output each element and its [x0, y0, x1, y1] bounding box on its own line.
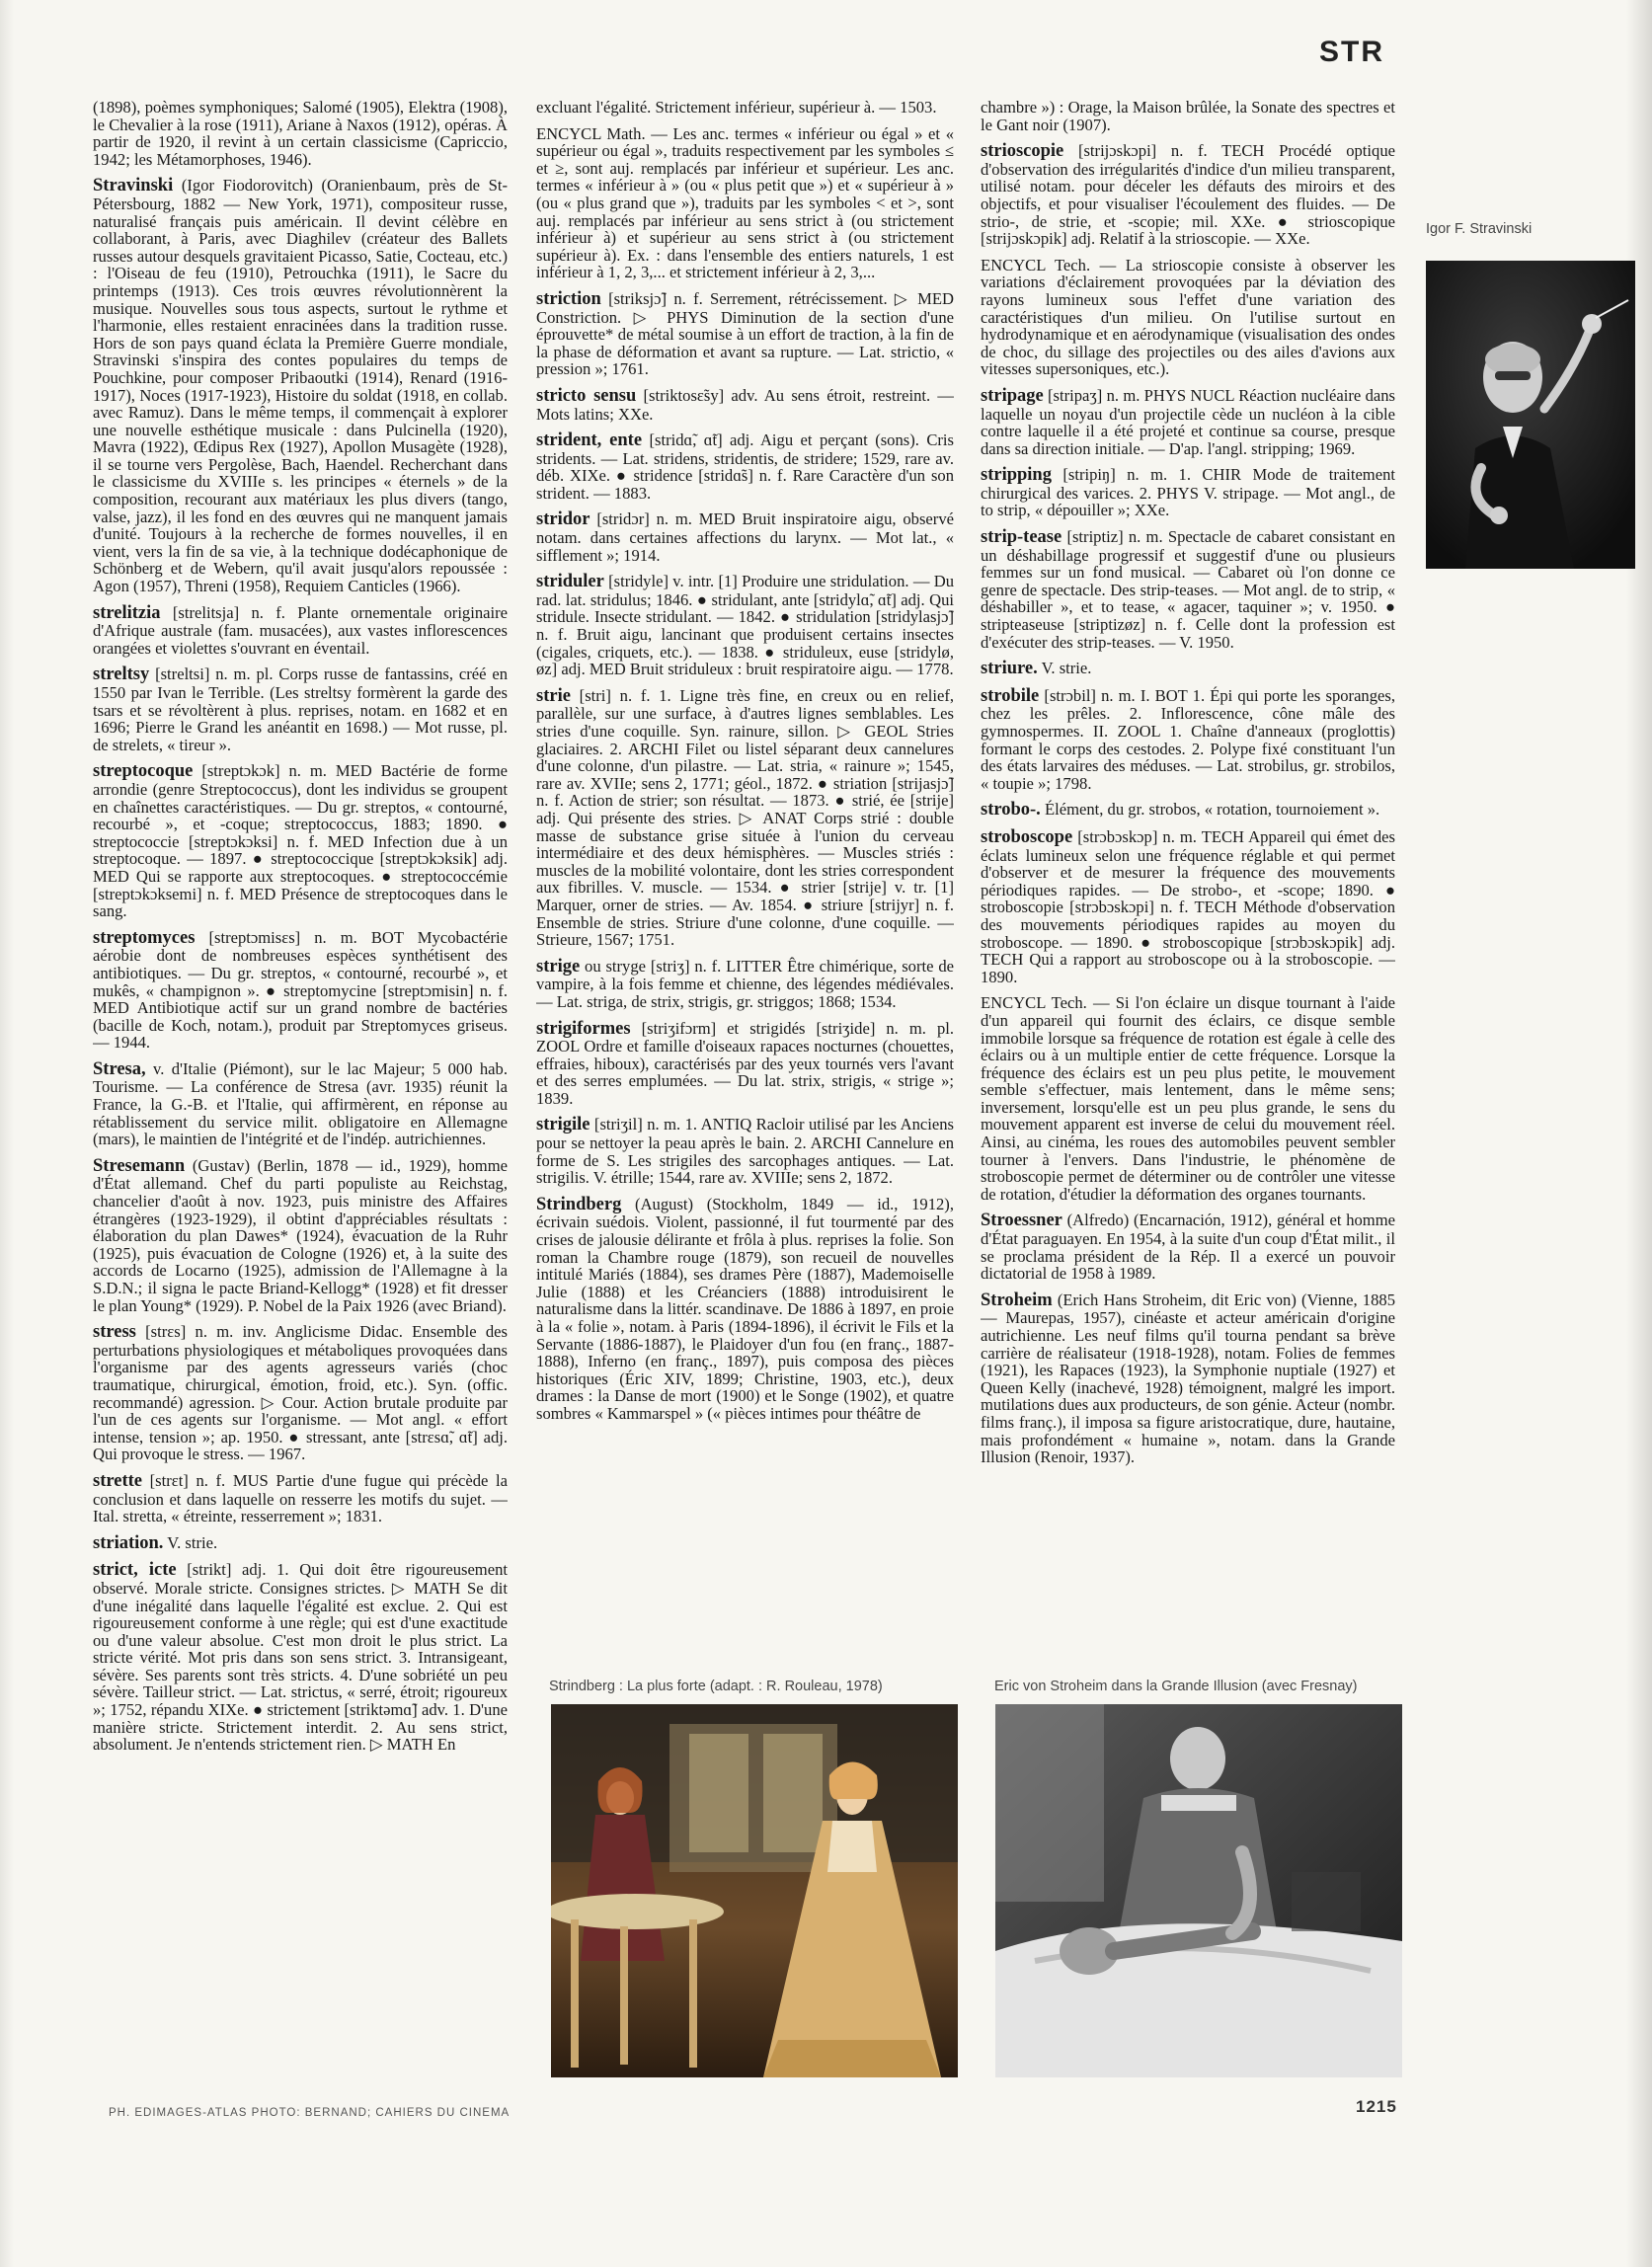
strindberg-photo-art	[551, 1704, 958, 2077]
dictionary-entry	[981, 387, 1395, 457]
entry-definition: [striktosɛ̃sy] adv. Au sens étroit, restreint. — Mots latins; XXe.	[536, 385, 954, 424]
entry-definition: ENCYCL Tech. — Si l'on éclaire un disque tournant à l'aide d'un appareil qui fournit des éclairs, ce disque semble immobile lorsque sa fréquence de rotation est égale à celle des éclairs ou à un multiple entier de cette fréquence. Lorsque la fréquence des éclairs est un peu plus petite, le mouvement semble s'effectuer, mais lentement, dans le même sens; inversement, lorsqu'elle est un peu plus grande, le sens du mouvement apparent est inverse de celui du mouvement réel. Ainsi, au cinéma, les roues des automobiles peuvent sembler tourner à l'envers. Dans l'industrie, le phénomène de stroboscopie permet de déterminer ou de contrôler une vitesse de rotation, d'étudier la déformation des organes tournants.	[981, 993, 1395, 1204]
entry-definition: [streptɔmisɛs] n. m. BOT Mycobactérie aérobie dont de nombreuses espèces synthétisent des antibiotiques. — Du gr. streptos, « contourné, recourbé », et mukês, « champignon ». ● streptomycine [streptɔmisin] n. f. MED Antibiotique actif sur un grand nombre de bactéries (bacille de Koch, notam.), produit par Streptomyces griseus. — 1944.	[93, 927, 508, 1053]
entry-headword: striure.	[981, 659, 1038, 679]
dictionary-entry	[93, 1534, 508, 1553]
entry-definition: v. d'Italie (Piémont), sur le lac Majeur; 5 000 hab. Tourisme. — La conférence de Stresa (avr. 1935) réunit la France, la G.-B. et l'Italie, qui affirmèrent, en réponse au rétablissement du service milit. obligatoire en Allemagne (mars), le maintien de l'intégrité et de l'indép. autrichiennes.	[93, 1058, 508, 1149]
dictionary-entry	[981, 1291, 1395, 1466]
stravinski-photo	[1426, 261, 1635, 569]
dictionary-entry	[981, 801, 1395, 820]
entry-headword: streptocoque	[93, 761, 194, 782]
entry-headword: strident, ente	[536, 430, 643, 451]
dictionary-entry	[93, 1561, 508, 1754]
dictionary-entry	[981, 994, 1395, 1203]
entry-headword: strioscopie	[981, 141, 1064, 162]
entry-definition: (1898), poèmes symphoniques; Salomé (1905), Elektra (1908), le Chevalier à la rose (1911), Ariane à Naxos (1912), opéras. À partir de 1920, il revint à un certain classicisme (Capriccio, 1942; les Métamorphoses, 1946).	[93, 99, 508, 169]
entry-definition: [stripaʒ] n. m. PHYS NUCL Réaction nucléaire dans laquelle un noyau d'un projectile cède un nucléon à la cible contre laquelle il a été projeté et continue sa course, presque dans sa direction initiale. — D'ap. l'angl. stripping; 1969.	[981, 385, 1395, 458]
entry-definition: [strɛs] n. m. inv. Anglicisme Didac. Ensemble des perturbations physiologiques et métaboliques provoquées dans l'organisme par des agents agresseurs variés (choc traumatique, chirurgical, émotion, froid, etc.). Syn. (offic. recommandé) agression. ▷ Cour. Action brutale produite par l'un de ces agents sur l'organisme. — Mot angl. « effort intense, tension »; ap. 1950. ● stressant, ante [strɛsɑ̃, ɑ̃t] adj. Qui provoque le stress. — 1967.	[93, 1322, 508, 1464]
entry-headword: stripage	[981, 385, 1044, 406]
stroheim-caption: Eric von Stroheim dans la Grande Illusion (avec Fresnay)	[994, 1679, 1358, 1694]
entry-definition: [strɛt] n. f. MUS Partie d'une fugue qui précède la conclusion et dans laquelle on resserre les motifs du sujet. — Ital. stretta, « étreinte, resserrement »; 1831.	[93, 1470, 508, 1526]
dictionary-entry	[93, 665, 508, 753]
dictionary-entry	[536, 687, 954, 949]
entry-definition: chambre ») : Orage, la Maison brûlée, la Sonate des spectres et le Gant noir (1907).	[981, 99, 1395, 134]
dictionary-entry	[93, 604, 508, 658]
entry-definition: [striʒil] n. m. 1. ANTIQ Racloir utilisé par les Anciens pour se nettoyer la peau après le bain. 2. ARCHI Cannelure en forme de S. Les strigiles des sarcophages antiques. — Lat. strigilis. V. étrille; 1544, rare av. XVIIIe; sens 2, 1872.	[536, 1115, 954, 1188]
entry-definition: [striʒifɔrm] et strigidés [striʒide] n. m. pl. ZOOL Ordre et famille d'oiseaux rapaces nocturnes (chouettes, effraies, hiboux), caractérisés par des yeux tournés vers l'avant et des serres emplumées. — Du lat. strix, strigis, « strige »; 1839.	[536, 1018, 954, 1108]
page-number: 1215	[1356, 2097, 1397, 2116]
entry-headword: strict, icte	[93, 1560, 177, 1581]
dictionary-entry	[981, 660, 1395, 678]
text-column-2	[536, 99, 954, 1669]
strindberg-caption: Strindberg : La plus forte (adapt. : R. Rouleau, 1978)	[549, 1679, 883, 1694]
entry-headword: strip-tease	[981, 527, 1062, 548]
dictionary-entry	[536, 99, 954, 117]
dictionary-entry	[536, 1196, 954, 1423]
entry-headword: strelitzia	[93, 602, 161, 623]
entry-headword: stricto sensu	[536, 385, 637, 406]
entry-definition: Élément, du gr. strobos, « rotation, tournoiement ».	[1044, 800, 1380, 820]
dictionary-entry	[536, 125, 954, 281]
entry-headword: strigiformes	[536, 1018, 631, 1039]
page-left-edge	[0, 0, 14, 2267]
dictionary-entry	[981, 687, 1395, 793]
photo-credit: PH. EDIMAGES-ATLAS PHOTO: BERNAND; CAHIERS DU CINEMA	[109, 2107, 511, 2119]
dictionary-entry	[536, 1116, 954, 1186]
entry-definition: (Erich Hans Stroheim, dit Eric von) (Vienne, 1885 — Maurepas, 1957), cinéaste et acteur américain d'origine autrichienne. Les neuf films qu'il tourna pendant sa brève carrière de réalisateur (1918-1928), notam. Folies de femmes (1921), les Rapaces (1923), la Symphonie nuptiale (1927) et Queen Kelly (inachevé, 1928) témoignent, malgré les import. mutilations dues aux producteurs, de son génie. Acteur (nombr. films franç.), il imposa sa figure aristocratique, dure, hautaine, mais profondément « humaine », notam. dans la Grande Illusion (Renoir, 1937).	[981, 1290, 1395, 1467]
entry-definition: V. strie.	[1041, 659, 1092, 678]
entry-headword: Stresa,	[93, 1058, 146, 1079]
entry-definition: [strɔbɔskɔp] n. m. TECH Appareil qui émet des éclats lumineux selon une fréquence réglable et qui permet d'observer et de mesurer la fréquence des mouvements périodiques rapides. — De strobo-, et -scope; 1890. ● stroboscopie [strɔbɔskɔpi] n. f. TECH Méthode d'observation des mouvements périodiques rapides au moyen du stroboscope. — 1890. ● stroboscopique [strɔbɔskɔpik] adj. TECH Qui a rapport au stroboscope ou à la stroboscopie. — 1890.	[981, 826, 1395, 986]
entry-headword: streptomyces	[93, 927, 196, 948]
entry-definition: [stripiŋ] n. m. 1. CHIR Mode de traitement chirurgical des varices. 2. PHYS V. stripage. — Mot angl., de to strip, « dépouiller »; XXe.	[981, 465, 1395, 520]
entry-definition: [strikt] adj. 1. Qui doit être rigoureusement observé. Morale stricte. Consignes strictes. ▷ MATH Se dit d'une inégalité dans laquelle l'égalité est exclue. 2. Qui est rigoureusement conforme à une règle; qui est d'une exactitude ou d'une valeur absolue. C'est mon droit le plus strict. La stricte vérité. Mot pris dans son sens strict. 3. Intransigeant, sévère. Ses parents sont très stricts. 4. D'une sobriété un peu sévère. Tailleur strict. — Lat. strictus, « serré, étroit; rigoureux »; 1752, répandu XIXe. ● strictement [striktəmɑ̃] adv. 1. D'une manière stricte. Strictement interdit. 2. Au sens strict, absolument. Je n'entends strictement rien. ▷ MATH En	[93, 1560, 508, 1755]
entry-definition: [stridɑ̃, ɑ̃t] adj. Aigu et perçant (sons). Cris stridents. — Lat. stridens, stridentis, de stridere; 1529, rare av. déb. XIXe. ● stridence [stridɑ̃s] n. f. Rare Caractère d'un son strident. — 1883.	[536, 430, 954, 503]
dictionary-entry	[536, 290, 954, 378]
dictionary-entry	[93, 177, 508, 594]
dictionary-entry	[981, 528, 1395, 651]
entry-definition: [streltsi] n. m. pl. Corps russe de fantassins, créé en 1550 par Ivan le Terrible. (Les streltsy formèrent la garde des tsars et se révoltèrent à plus. reprises, notam. en 1682 et en 1696; Pierre le Grand les anéantit en 1698.) — Mot russe, pl. de strelets, « tireur ».	[93, 664, 508, 754]
running-head: STR	[1319, 36, 1384, 68]
entry-definition: [stri] n. f. 1. Ligne très fine, en creux ou en relief, parallèle, sur une surface, à d'autres lignes semblables. Les stries d'une coquille. Syn. rainure, sillon. ▷ GEOL Stries glaciaires. 2. ARCHI Filet ou listel séparant deux cannelures d'une colonne, d'un pilastre. — Lat. stria, « rainure »; 1545, rare av. XVIIe; sens 2, 1771; géol., 1872. ● striation [strijasjɔ̃] n. f. Action de strier; son résultat. — 1873. ● strié, ée [strije] adj. Qui présente des stries. ▷ ANAT Corps strié : double masse de substance grise située à l'union du cerveau intermédiaire et des deux hémisphères. — Muscles striés : muscles de la mobilité volontaire, dont les stries correspondent aux fibrilles. V. muscle. — 1534. ● strier [strije] v. tr. [1] Marquer, orner de stries. — Av. 1854. ● striure [strijyr] n. f. Ensemble de stries. Striure d'une colonne, d'une coquille. — Strieure, 1567; 1751.	[536, 685, 954, 950]
entry-headword: striction	[536, 288, 601, 309]
entry-definition: [strɔbil] n. m. I. BOT 1. Épi qui porte les sporanges, chez les prêles. 2. Inflorescence, cône mâle des gymnospermes. II. ZOOL 1. Chaîne d'anneaux (proglottis) formant le corps des cestodes. 2. Polype fixé constituant l'un des états larvaires des méduses. — Lat. strobilus, gr. strobilos, « toupie »; 1798.	[981, 685, 1395, 793]
entry-definition: [stridɔr] n. m. MED Bruit inspiratoire aigu, observé notam. dans certaines affections du larynx. — Mot lat., « sifflement »; 1914.	[536, 509, 954, 565]
dictionary-entry	[536, 431, 954, 502]
dictionary-entry	[981, 828, 1395, 985]
entry-headword: stress	[93, 1322, 136, 1343]
entry-headword: strobile	[981, 685, 1040, 706]
entry-definition: [stridyle] v. intr. [1] Produire une stridulation. — Du rad. lat. stridulus; 1846. ● stridulant, ante [stridylɑ̃, ɑ̃t] adj. Qui stridule. Insecte stridulant. — 1842. ● stridulation [stridylasjɔ̃] n. f. Bruit aigu, lancinant que produisent certains insectes (cigales, criquets, etc.). — 1838. ● striduleux, euse [stridylø, øz] adj. MED Bruit striduleux : bruit respiratoire aigu. — 1778.	[536, 572, 954, 679]
entry-definition: ENCYCL Math. — Les anc. termes « inférieur ou égal » et « supérieur ou égal », traduits respectivement par les symboles ≤ et ≥, sont auj. remplacés par inférieur et supérieur. Les anc. termes « inférieur à » (ou « plus petit que ») et « supérieur à » (ou « plus grand que »), traduits par les symboles < et >, sont auj. remplacés par inférieur au sens strict à (ou strictement inférieur à) et supérieur au sens strict à (ou strictement supérieur à). Ex. : dans l'ensemble des entiers naturels, 1 est inférieur à 1, 2, 3,... et strictement inférieur à 2, 3,...	[536, 123, 954, 282]
entry-headword: Stresemann	[93, 1155, 186, 1176]
entry-headword: strigile	[536, 1115, 590, 1135]
dictionary-entry	[981, 99, 1395, 133]
entry-definition: [strijɔskɔpi] n. f. TECH Procédé optique d'observation des irrégularités d'indice d'un milieu transparent, utilisé notam. pour déceler les défauts des miroirs et des objectifs, et pour visualiser l'écoulement des fluides. — De strio-, de strie, et -scopie; mil. XXe. ● strioscopique [strijɔskɔpik] adj. Relatif à la strioscopie. — XXe.	[981, 141, 1395, 249]
dictionary-entry	[93, 1323, 508, 1463]
stroheim-photo-art	[995, 1704, 1402, 2077]
dictionary-entry	[93, 1060, 508, 1148]
entry-headword: strette	[93, 1470, 142, 1491]
stravinski-caption: Igor F. Stravinski	[1426, 221, 1533, 237]
dictionary-entry	[981, 1212, 1395, 1282]
dictionary-entry	[93, 99, 508, 168]
strindberg-photo	[551, 1704, 958, 2077]
dictionary-entry	[93, 1472, 508, 1525]
dictionary-entry	[536, 573, 954, 678]
text-column-1	[93, 99, 508, 2083]
dictionary-entry	[93, 762, 508, 919]
stroheim-photo	[995, 1704, 1402, 2077]
entry-headword: striduler	[536, 572, 604, 592]
entry-headword: stroboscope	[981, 826, 1073, 847]
entry-definition: V. strie.	[167, 1532, 218, 1552]
entry-headword: Stroessner	[981, 1211, 1062, 1231]
entry-definition: (Gustav) (Berlin, 1878 — id., 1929), homme d'État allemand. Chef du parti populiste au Reichstag, chancelier d'août à nov. 1923, puis ministre des Affaires étrangères (1923-1929), il obtint d'appréciables résultats : élaboration du plan Dawes* (1924), évacuation de la Ruhr (1925), puis évacuation de Cologne (1926) et, à la suite des accords de Locarno (1925), admission de l'Allemagne à la S.D.N.; il signa le pacte Briand-Kellogg* (1928) et fit dresser le plan Young* (1929). P. Nobel de la Paix 1926 (avec Briand).	[93, 1155, 508, 1315]
entry-headword: striation.	[93, 1532, 164, 1553]
entry-headword: strobo-.	[981, 800, 1041, 821]
entry-definition: [striksjɔ̃] n. f. Serrement, rétrécissement. ▷ MED Constriction. ▷ PHYS Diminution de la section d'une éprouvette* de métal soumise à un effort de traction, à la fin de la phase de déformation et avant sa rupture. — Lat. strictio, « pression »; 1761.	[536, 288, 954, 379]
entry-headword: Stravinski	[93, 176, 174, 196]
entry-definition: [strelitsja] n. f. Plante ornementale originaire d'Afrique australe (fam. musacées), aux vastes inflorescences orangées et violettes s'ouvrant en éventail.	[93, 602, 508, 658]
entry-headword: Strindberg	[536, 1194, 622, 1214]
entry-headword: strie	[536, 685, 571, 706]
dictionary-entry	[981, 257, 1395, 378]
entry-definition: ou stryge [striʒ] n. f. LITTER Être chimérique, sorte de vampire, à la fois femme et chienne, des légendes médiévales. — Lat. striga, de strix, strigis, gr. striggos; 1868; 1534.	[536, 956, 954, 1011]
stravinski-photo-art	[1426, 261, 1635, 569]
entry-headword: Stroheim	[981, 1290, 1053, 1310]
entry-definition: [striptiz] n. m. Spectacle de cabaret consistant en un déshabillage progressif et suggestif d'une ou plusieurs femmes sur un fond musical. — Cabaret où l'on donne ce genre de spectacle. Des strip-teases. — Mot angl. de to strip, « déshabiller », et to tease, « agacer, taquiner »; v. 1950. ● stripteaseuse [striptizøz] n. f. Celle dont la profession est d'exécuter des strip-teases. — V. 1950.	[981, 527, 1395, 652]
entry-headword: stridor	[536, 509, 590, 530]
entry-definition: ENCYCL Tech. — La strioscopie consiste à observer les variations d'éclairement provoquées par la déviation des rayons lumineux sous l'effet d'une variation des caractéristiques d'un milieu. On l'utilise surtout en hydrodynamique et en aérodynamique (visualisation des ondes de choc, du sillage des projectiles ou des ailes d'avions aux vitesses supersoniques, etc.).	[981, 255, 1395, 379]
dictionary-entry	[93, 1157, 508, 1314]
dictionary-entry	[536, 1020, 954, 1108]
entry-definition: excluant l'égalité. Strictement inférieur, supérieur à. — 1503.	[536, 99, 937, 117]
entry-headword: strige	[536, 956, 581, 977]
entry-headword: streltsy	[93, 664, 150, 685]
entry-definition: (Alfredo) (Encarnación, 1912), général et homme d'État paraguayen. En 1954, à la suite d'un coup d'État milit., il se proclama président de la Rép. Il a exercé un pouvoir dictatorial de 1958 à 1989.	[981, 1211, 1395, 1284]
entry-headword: stripping	[981, 465, 1052, 486]
dictionary-entry	[981, 142, 1395, 248]
text-column-3	[981, 99, 1395, 1669]
entry-definition: (Igor Fiodorovitch) (Oranienbaum, près de St-Pétersbourg, 1882 — New York, 1971), compositeur russe, naturalisé français puis américain. Il devint célèbre en collaborant, à Paris, avec Diaghilev (créateur des Ballets russes autour desquels gravitaient Picasso, Satie, Cocteau, etc.) : l'Oiseau de feu (1910), Petrouchka (1911), le Sacre du printemps (1913). Ces trois œuvres révolutionnèrent la musique. Nouvelles sous tous aspects, surtout le rythme et l'harmonie, elles restaient enracinées dans la tradition russe. Hors de son pays quand éclata la Première Guerre mondiale, Stravinski s'inspira des contes populaires du temps de Pouchkine, pour composer Pribaoutki (1914), Renard (1916-1917), Noces (1917-1923), Histoire du soldat (1918, en collab. avec Ramuz). Dans le même temps, il commençait à explorer une nouvelle esthétique musicale : dans Pulcinella (1920), Mavra (1922), Œdipus Rex (1927), Apollon Musagète (1928), il se tourne vers Pergolèse, Bach, Haendel. Recherchant dans le classicisme du XVIIIe s. les principes « éternels » de la composition, recourant aux matériaux les plus divers (tango, valse, jazz), il les fond en des œuvres qui ne manquent jamais d'unité. Toujours à la recherche de formes nouvelles, il en vient, vers la fin de sa vie, à la technique dodécaphonique de Schönberg et de Webern, qu'il avait jusqu'alors repoussée : Agon (1957), Threni (1958), Requiem Canticles (1966).	[93, 176, 508, 596]
entry-definition: (August) (Stockholm, 1849 — id., 1912), écrivain suédois. Violent, passionné, il fut tourmenté par des crises de jalousie délirante et frôla à plus. reprises la folie. Son roman la Chambre rouge (1879), son recueil de nouvelles intitulé Mariés (1884), ses drames Père (1887), Mademoiselle Julie (1888) et les Créanciers (1888) introduisirent le naturalisme dans la littér. scandinave. De 1886 à 1897, en proie à la « folie », notam. à Paris (1894-1896), il écrivit le Fils et la Servante (1886-1887), le Plaidoyer d'un fou (en franç., 1887-1888), Inferno (en franç., 1897), puis composa des pièces historiques (Éric XIV, 1899; Christine, 1903, etc.), deux drames : la Danse de mort (1900) et le Songe (1902), et quatre sombres « Kammarspel » (« pièces intimes pour théâtre de	[536, 1194, 954, 1423]
dictionary-entry	[536, 958, 954, 1011]
dictionary-entry	[981, 466, 1395, 519]
entry-definition: [streptɔkɔk] n. m. MED Bactérie de forme arrondie (genre Streptococcus), dont les individus se groupent en chaînettes caractéristiques. — Du gr. streptos, « contourné, recourbé », et -coque; streptococcus, 1883; 1890. ● streptococcie [streptɔkɔksi] n. f. MED Infection due à un streptocoque. — 1897. ● streptococcique [streptɔkɔksik] adj. MED Qui se rapporte aux streptocoques. ● streptococcémie [streptɔkɔksemi] n. f. MED Présence de streptocoques dans le sang.	[93, 761, 508, 921]
dictionary-entry	[93, 929, 508, 1052]
dictionary-entry	[536, 387, 954, 423]
dictionary-entry	[536, 510, 954, 564]
